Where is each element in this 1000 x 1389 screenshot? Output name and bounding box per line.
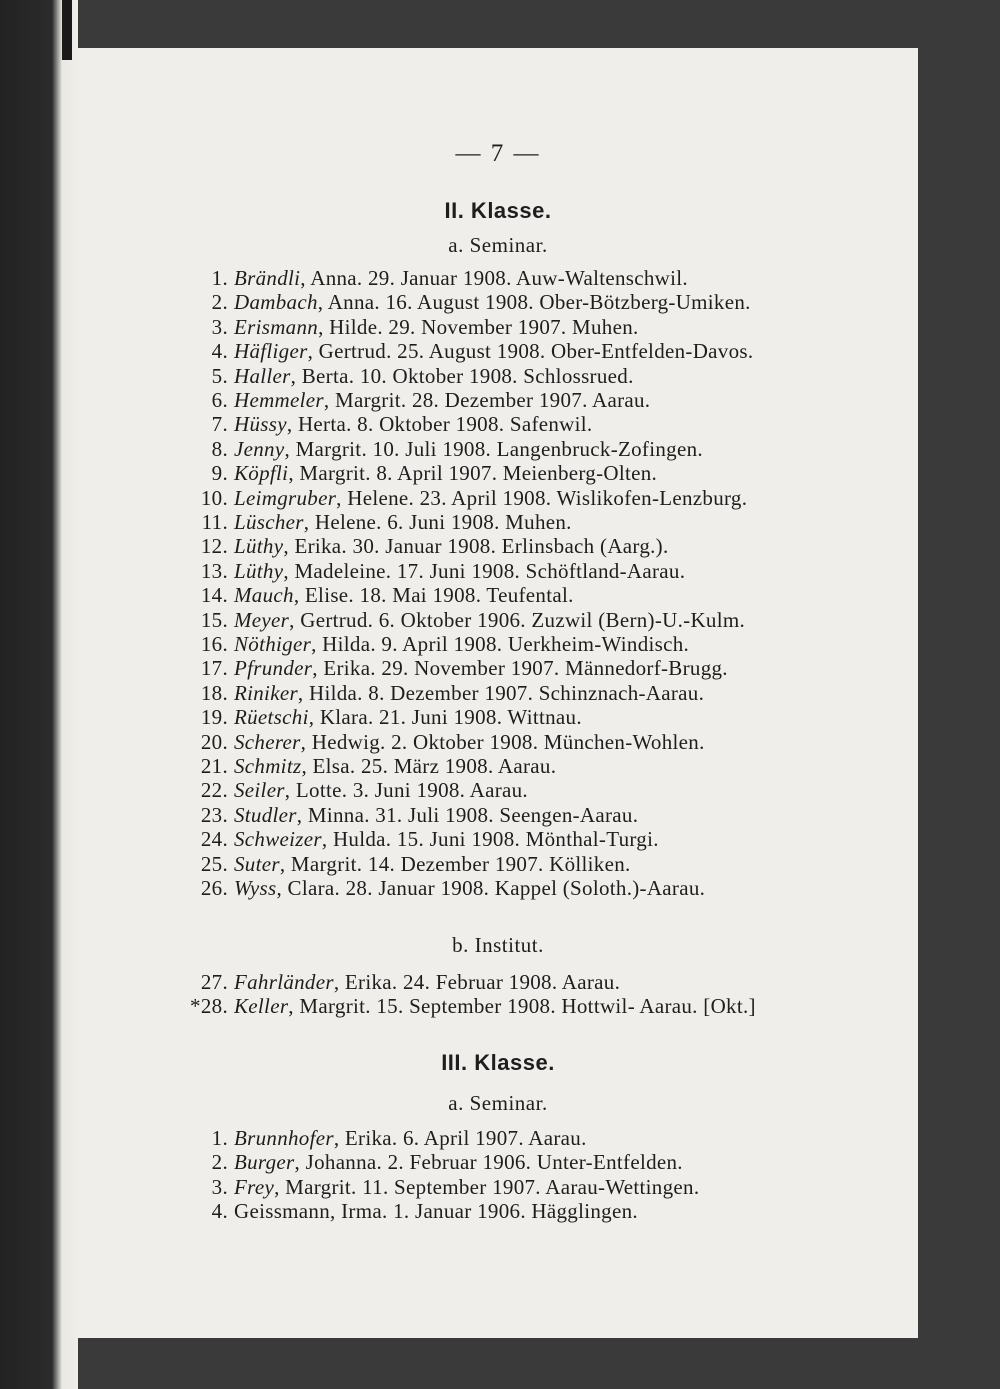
- entry-number: 5.: [211, 363, 228, 388]
- entry-number: 24.: [200, 827, 228, 852]
- entry-details: , Helene. 23. April 1908. Wislikofen-Lenzburg.: [336, 485, 748, 510]
- list-item: [178, 826, 659, 852]
- entry-details: , Erika. 6. April 1907. Aarau.: [333, 1126, 587, 1150]
- entry-surname: Keller: [234, 994, 289, 1019]
- entry-number: 13.: [200, 558, 228, 583]
- entry-details: , Herta. 8. Oktober 1908. Safenwil.: [286, 412, 593, 437]
- entry-details: , Margrit. 8. April 1907. Meienberg-Olten.: [288, 461, 658, 486]
- entry-details: , Margrit. 28. Dezember 1907. Aarau.: [323, 388, 651, 412]
- entry-number: 25.: [200, 851, 228, 876]
- entry-number: 12.: [200, 534, 228, 559]
- list-item: [178, 509, 572, 535]
- list-item: [178, 753, 556, 779]
- list-item: [178, 387, 650, 413]
- list-item: [178, 265, 688, 291]
- entry-number: 4.: [211, 1199, 228, 1224]
- entry-details: , Lotte. 3. Juni 1908. Aarau.: [284, 778, 528, 803]
- entry-number: 27.: [200, 970, 228, 994]
- list-item: [178, 436, 703, 462]
- entry-number: 22.: [200, 778, 228, 803]
- list-item: [178, 851, 631, 877]
- list-item: [178, 582, 574, 608]
- entry-surname: Geissmann, Irma: [234, 1199, 382, 1224]
- list-item: [178, 363, 634, 389]
- entry-number: 26.: [200, 876, 228, 900]
- entry-number: 14.: [200, 583, 228, 608]
- entry-number: 16.: [200, 632, 228, 656]
- entry-number: 1.: [211, 1126, 228, 1150]
- entry-surname: Brändli: [234, 266, 301, 290]
- entry-number: 2.: [211, 1150, 228, 1175]
- entry-surname: Fahrländer: [234, 970, 334, 994]
- entry-details: , Minna. 31. Juli 1908. Seengen-Aarau.: [296, 802, 639, 827]
- entry-details: , Gertrud. 25. August 1908. Ober-Entfelden-Davos.: [307, 339, 754, 364]
- list-item: [178, 533, 669, 559]
- entry-surname: Frey: [234, 1174, 275, 1199]
- entry-number: 1.: [211, 266, 228, 290]
- entry-number: 3.: [211, 1174, 228, 1199]
- list-item: [178, 460, 657, 486]
- entry-number: 20.: [200, 729, 228, 754]
- entry-number: 18.: [200, 680, 228, 705]
- entry-details: , Erika. 29. November 1907. Männedorf-Brugg.: [312, 656, 728, 681]
- entry-surname: Scherer: [234, 729, 301, 754]
- entry-details: , Madeleine. 17. Juni 1908. Schöftland-Aarau.: [283, 558, 686, 583]
- entry-number: 23.: [200, 802, 228, 827]
- entry-surname: Meyer: [234, 607, 290, 632]
- entry-details: , Anna. 16. August 1908. Ober-Bötzberg-Umiken.: [317, 290, 751, 315]
- list-item: [178, 969, 620, 995]
- entry-surname: Studler: [234, 802, 297, 827]
- list-item: [178, 704, 582, 730]
- entry-details: , Hulda. 15. Juni 1908. Mönthal-Turgi.: [321, 827, 659, 852]
- entry-surname: Erismann: [234, 314, 319, 339]
- entry-number: 4.: [211, 339, 228, 364]
- group-label: a. Seminar.: [448, 1091, 548, 1115]
- list-item: [178, 558, 685, 584]
- entry-surname: Pfrunder: [234, 656, 313, 681]
- entry-details: , Margrit. 15. September 1908. Hottwil- Aarau. [Okt.]: [288, 994, 756, 1019]
- entry-surname: Dambach: [234, 290, 318, 315]
- entry-number: 9.: [211, 461, 228, 486]
- entry-details: , Hilde. 29. November 1907. Muhen.: [318, 314, 639, 339]
- section-heading: III. Klasse.: [441, 1050, 555, 1075]
- section-heading: II. Klasse.: [444, 198, 552, 223]
- entry-details: , Berta. 10. Oktober 1908. Schlossrued.: [290, 363, 634, 388]
- list-item: [178, 802, 638, 828]
- entry-surname: Seiler: [234, 778, 285, 803]
- entry-details: , Klara. 21. Juni 1908. Wittnau.: [308, 705, 582, 730]
- entry-surname: Hemmeler: [234, 388, 324, 412]
- entry-details: , Johanna. 2. Februar 1906. Unter-Entfelden.: [294, 1150, 683, 1175]
- list-item: [178, 631, 689, 657]
- entry-details: , Helene. 6. Juni 1908. Muhen.: [303, 510, 572, 534]
- list-item: [178, 680, 704, 706]
- entry-details: , Hedwig. 2. Oktober 1908. München-Wohlen.: [300, 729, 705, 754]
- list-item: [178, 411, 592, 437]
- entry-surname: Suter: [234, 851, 280, 876]
- entry-number: 10.: [200, 485, 228, 510]
- entry-surname: Jenny: [234, 436, 285, 461]
- entry-number: 2.: [211, 290, 228, 315]
- entry-number: 8.: [211, 436, 228, 461]
- list-item: [178, 655, 728, 681]
- list-item: [178, 875, 705, 901]
- entry-details: , Gertrud. 6. Oktober 1906. Zuzwil (Bern)-U.-Kulm.: [289, 607, 746, 632]
- entry-surname: Lüthy: [234, 558, 284, 583]
- entry-number: 17.: [200, 656, 228, 681]
- entry-number: 21.: [200, 754, 228, 778]
- spine-shadow: [62, 0, 72, 60]
- entry-details: , Clara. 28. Januar 1908. Kappel (Soloth.)-Aarau.: [276, 876, 706, 900]
- list-item: [178, 314, 639, 340]
- entry-number: 3.: [211, 314, 228, 339]
- entry-details: . 1. Januar 1906. Hägglingen.: [381, 1199, 638, 1224]
- entry-number: *28.: [190, 994, 228, 1019]
- entry-number: 11.: [201, 510, 228, 534]
- entry-details: , Elsa. 25. März 1908. Aarau.: [301, 754, 557, 778]
- entry-details: , Margrit. 10. Juli 1908. Langenbruck-Zofingen.: [284, 436, 703, 461]
- entry-surname: Nöthiger: [234, 632, 312, 656]
- list-item: [178, 289, 751, 315]
- list-item: [178, 1125, 587, 1151]
- entry-surname: Köpfli: [234, 461, 289, 486]
- list-item: [178, 338, 753, 364]
- book-spine: [0, 0, 78, 1389]
- list-item: [178, 729, 705, 755]
- entry-number: 6.: [211, 388, 228, 412]
- list-item: [178, 607, 745, 633]
- entry-surname: Hüssy: [234, 412, 287, 437]
- entry-details: , Hilda. 8. Dezember 1907. Schinznach-Aarau.: [297, 680, 705, 705]
- page-number: — 7 —: [455, 140, 541, 167]
- list-item: [178, 777, 528, 803]
- entry-surname: Rüetschi: [234, 705, 309, 730]
- entry-surname: Haller: [234, 363, 291, 388]
- list-item: [178, 993, 756, 1019]
- list-item: [178, 1174, 699, 1200]
- entry-surname: Schmitz: [234, 754, 302, 778]
- list-item: [178, 1198, 638, 1224]
- list-item: [178, 485, 747, 511]
- entry-surname: Häfliger: [234, 339, 308, 364]
- group-label: b. Institut.: [452, 933, 544, 957]
- entry-surname: Riniker: [234, 680, 298, 705]
- entry-details: , Elise. 18. Mai 1908. Teufental.: [293, 583, 574, 608]
- entry-details: , Anna. 29. Januar 1908. Auw-Waltenschwil.: [300, 266, 688, 290]
- document-page: [78, 48, 918, 1338]
- entry-details: , Erika. 24. Februar 1908. Aarau.: [333, 970, 621, 994]
- entry-surname: Brunnhofer: [234, 1126, 334, 1150]
- entry-surname: Lüthy: [234, 534, 284, 559]
- entry-surname: Leimgruber: [234, 485, 337, 510]
- group-label: a. Seminar.: [448, 233, 548, 257]
- entry-details: , Hilda. 9. April 1908. Uerkheim-Windisch.: [311, 632, 690, 656]
- entry-surname: Mauch: [234, 583, 294, 608]
- entry-details: , Erika. 30. Januar 1908. Erlinsbach (Aarg.).: [283, 534, 669, 559]
- entry-number: 7.: [211, 412, 228, 437]
- entry-number: 19.: [200, 705, 228, 730]
- entry-surname: Lüscher: [234, 510, 304, 534]
- entry-surname: Wyss: [234, 876, 277, 900]
- entry-surname: Schweizer: [234, 827, 322, 852]
- entry-surname: Burger: [234, 1150, 295, 1175]
- list-item: [178, 1149, 683, 1175]
- entry-number: 15.: [200, 607, 228, 632]
- entry-details: , Margrit. 14. Dezember 1907. Kölliken.: [279, 851, 631, 876]
- entry-details: , Margrit. 11. September 1907. Aarau-Wettingen.: [274, 1174, 700, 1199]
